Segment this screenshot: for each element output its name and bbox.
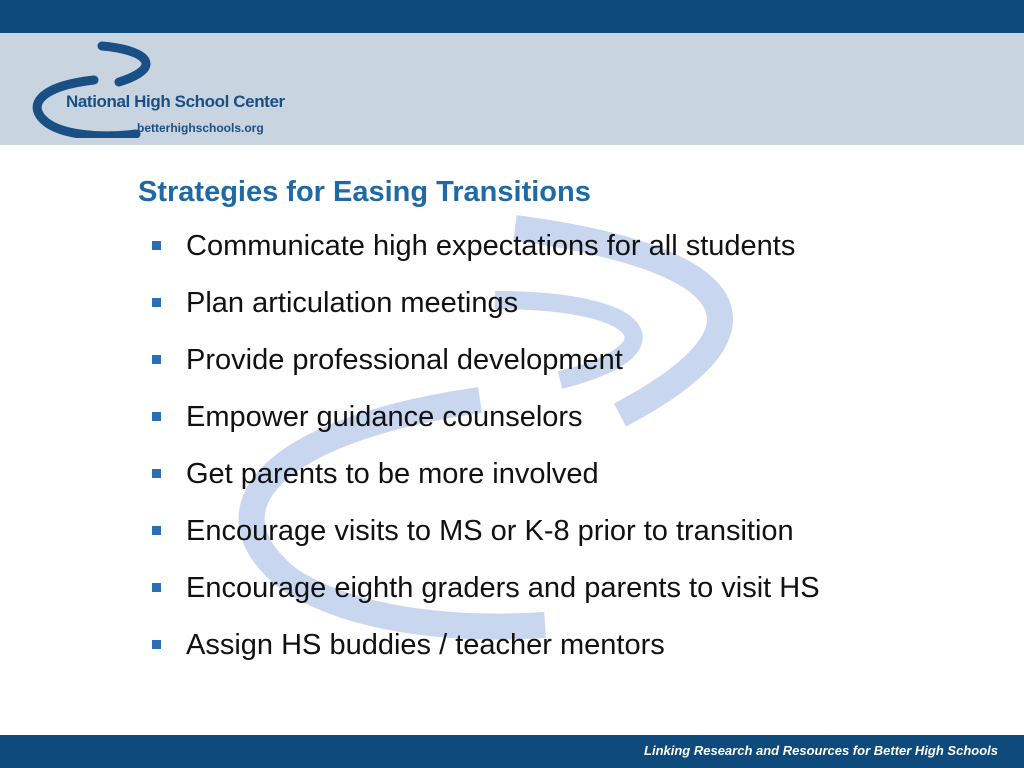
bullet-item xyxy=(150,395,910,439)
bullet-text: Get parents to be more involved xyxy=(186,458,599,490)
bullet-text: Encourage visits to MS or K-8 prior to transition xyxy=(186,515,794,547)
bullet-item xyxy=(150,281,910,325)
top-bar xyxy=(0,0,1024,33)
org-url: betterhighschools.org xyxy=(137,121,264,135)
square-bullet-icon xyxy=(152,583,161,592)
footer-tagline: Linking Research and Resources for Better High Schools xyxy=(644,743,998,758)
bullet-item xyxy=(150,566,910,610)
square-bullet-icon xyxy=(152,526,161,535)
bullet-text: Communicate high expectations for all students xyxy=(186,230,796,262)
bullet-text: Empower guidance counselors xyxy=(186,401,583,433)
bullet-text: Assign HS buddies / teacher mentors xyxy=(186,629,665,661)
bullet-text: Provide professional development xyxy=(186,344,623,376)
square-bullet-icon xyxy=(152,241,161,250)
bullet-item xyxy=(150,509,910,553)
bullet-item xyxy=(150,224,910,268)
bullet-item xyxy=(150,338,910,382)
bullet-text: Encourage eighth graders and parents to visit HS xyxy=(186,572,820,604)
bullet-item xyxy=(150,452,910,496)
square-bullet-icon xyxy=(152,298,161,307)
org-name: National High School Center xyxy=(66,92,285,111)
square-bullet-icon xyxy=(152,412,161,421)
square-bullet-icon xyxy=(152,355,161,364)
bullet-text: Plan articulation meetings xyxy=(186,287,519,319)
square-bullet-icon xyxy=(152,640,161,649)
square-bullet-icon xyxy=(152,469,161,478)
bullet-list xyxy=(150,224,910,680)
slide-title: Strategies for Easing Transitions xyxy=(138,176,591,208)
bullet-item xyxy=(150,623,910,667)
